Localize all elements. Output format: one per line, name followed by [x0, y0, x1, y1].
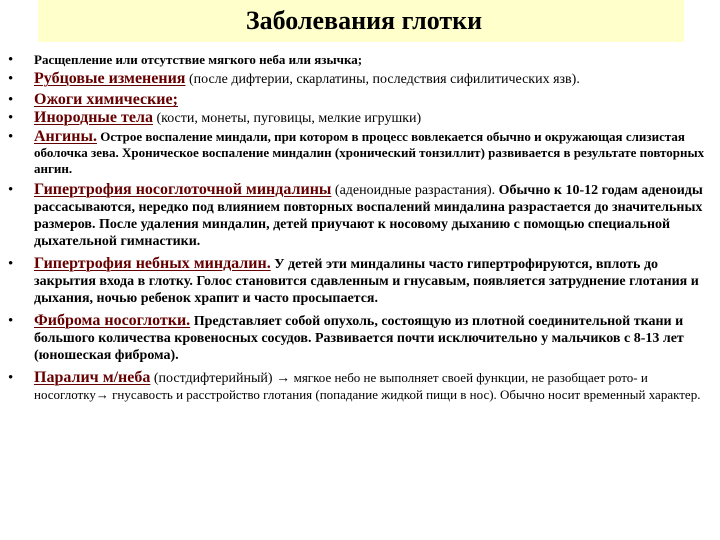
item-heading: Гипертрофия небных миндалин. [34, 255, 271, 272]
bullet-icon: • [8, 110, 14, 126]
item-text: Острое воспаление миндали, при котором в процесс вовлекается обычно и окружающая слизистая оболочка зева. Хроническое воспаление миндалин (хронический тонзиллит) развивается в результате повторных ангин. [34, 129, 705, 176]
list-item [8, 71, 708, 88]
bullet-icon: • [8, 182, 14, 198]
item-text: Обычно к 10-12 годам аденоиды рассасываются, нередко под влиянием повторных воспалений миндалина разрастается до значительных размеров. После удаления миндалин, детей приучают к носовому дыханию с помощью специальной дыхательной гимнастики. [34, 183, 703, 249]
list-item [8, 110, 708, 127]
list-item [8, 92, 708, 108]
bullet-icon: • [8, 52, 14, 68]
bullet-icon: • [8, 256, 14, 272]
item-text: Представляет собой опухоль, состоящую из плотной соединительной ткани и большого количества кровеносных сосудов. Развивается почти исключительно у мальчиков с 8-13 лет (юношеская фиброма). [34, 314, 684, 363]
item-heading: Паралич м/неба [34, 369, 151, 386]
bullet-icon: • [8, 71, 14, 87]
item-text: мягкое небо не выполняет своей функции, не разобщает рото- и носоглотку→ гнусавость и расстройство глотания (попадание жидкой пищи в нос). Обычно носит временный характер. [34, 370, 701, 402]
item-text: У детей эти миндалины часто гипертрофируются, вплоть до закрытия входа в глотку. Голос становится сдавленным и гнусавым, появляется затруднение глотания и дыхания, ночью ребенок храпит и часто просыпается. [34, 257, 699, 306]
item-heading: Инородные тела [34, 109, 153, 126]
bullet-icon: • [8, 370, 14, 386]
list-item [8, 52, 708, 68]
list-item [8, 129, 708, 177]
item-text: (аденоидные разрастания). [331, 183, 499, 198]
item-heading: Гипертрофия носоглоточной миндалины [34, 181, 332, 198]
item-heading: Ожоги химические; [34, 91, 178, 108]
content-list [8, 52, 708, 403]
bullet-icon: • [8, 92, 14, 108]
slide-title-banner [38, 0, 684, 42]
item-text: (после дифтерии, скарлатины, последствия сифилитических язв). [185, 72, 580, 87]
item-heading: Расщепление или отсутствие мягкого неба или язычка; [34, 52, 363, 67]
slide-title: Заболевания глотки [245, 6, 483, 35]
bullet-icon: • [8, 313, 14, 329]
bullet-icon: • [8, 129, 14, 145]
item-heading: Рубцовые изменения [34, 70, 186, 87]
item-heading: Ангины. [34, 128, 97, 145]
list-item [8, 313, 708, 364]
item-text: (постдифтерийный) → [150, 371, 294, 386]
item-text: (кости, монеты, пуговицы, мелкие игрушки) [152, 111, 422, 126]
list-item [8, 256, 708, 307]
item-heading: Фиброма носоглотки. [34, 312, 191, 329]
list-item [8, 182, 708, 250]
list-item [8, 370, 708, 403]
